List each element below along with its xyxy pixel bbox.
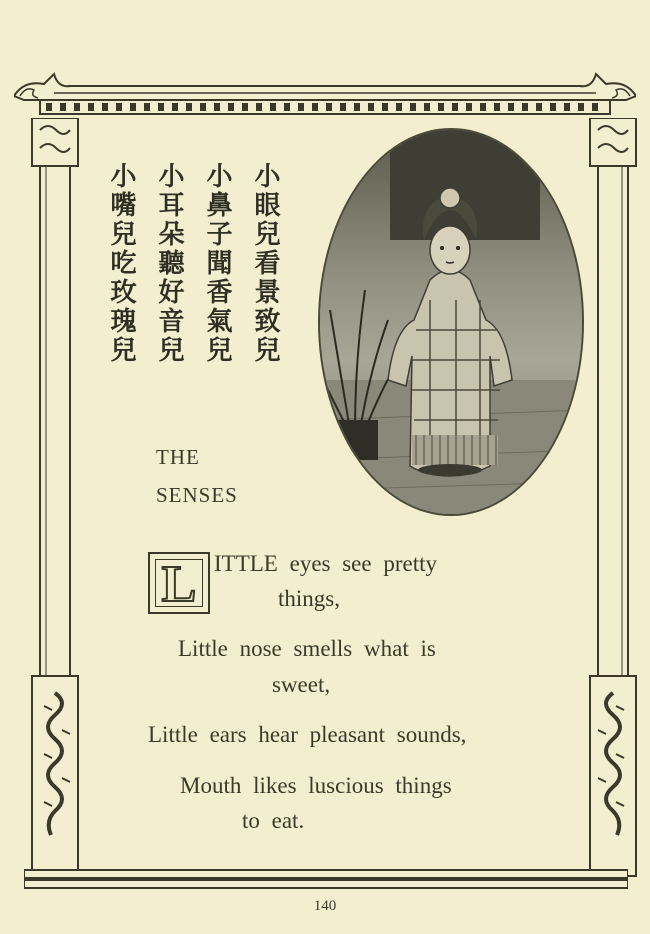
verse-line: Mouth likes luscious things xyxy=(180,773,452,798)
title-line-1: THE xyxy=(156,445,200,469)
verse-line: Little ears hear pleasant sounds, xyxy=(148,722,467,747)
page-number: 140 xyxy=(313,898,337,914)
drop-cap-letter: L xyxy=(155,559,203,607)
verse-line: Little nose smells what is xyxy=(178,636,436,661)
verse-line: to eat. xyxy=(242,808,305,833)
chinese-poem-line: 小眼兒看景致兒 xyxy=(250,162,280,365)
verse-line: ITTLE eyes see pretty xyxy=(214,551,437,576)
chinese-poem-line: 小嘴兒吃玫瑰兒 xyxy=(106,162,136,365)
left-pillar xyxy=(30,118,80,888)
title-line-2: SENSES xyxy=(156,483,238,507)
verse-line: things, xyxy=(278,586,340,611)
bottom-beam xyxy=(24,868,628,890)
drop-cap xyxy=(148,552,210,614)
right-pillar xyxy=(588,118,638,888)
chinese-poem xyxy=(106,162,286,382)
roof-ornament xyxy=(14,66,636,118)
child-photograph xyxy=(318,128,584,516)
chinese-poem-line: 小耳朵聽好音兒 xyxy=(154,162,184,365)
poem-title xyxy=(156,438,316,514)
verse-line: sweet, xyxy=(272,672,331,697)
chinese-poem-line: 小鼻子聞香氣兒 xyxy=(202,162,232,365)
photo-image xyxy=(320,130,582,514)
